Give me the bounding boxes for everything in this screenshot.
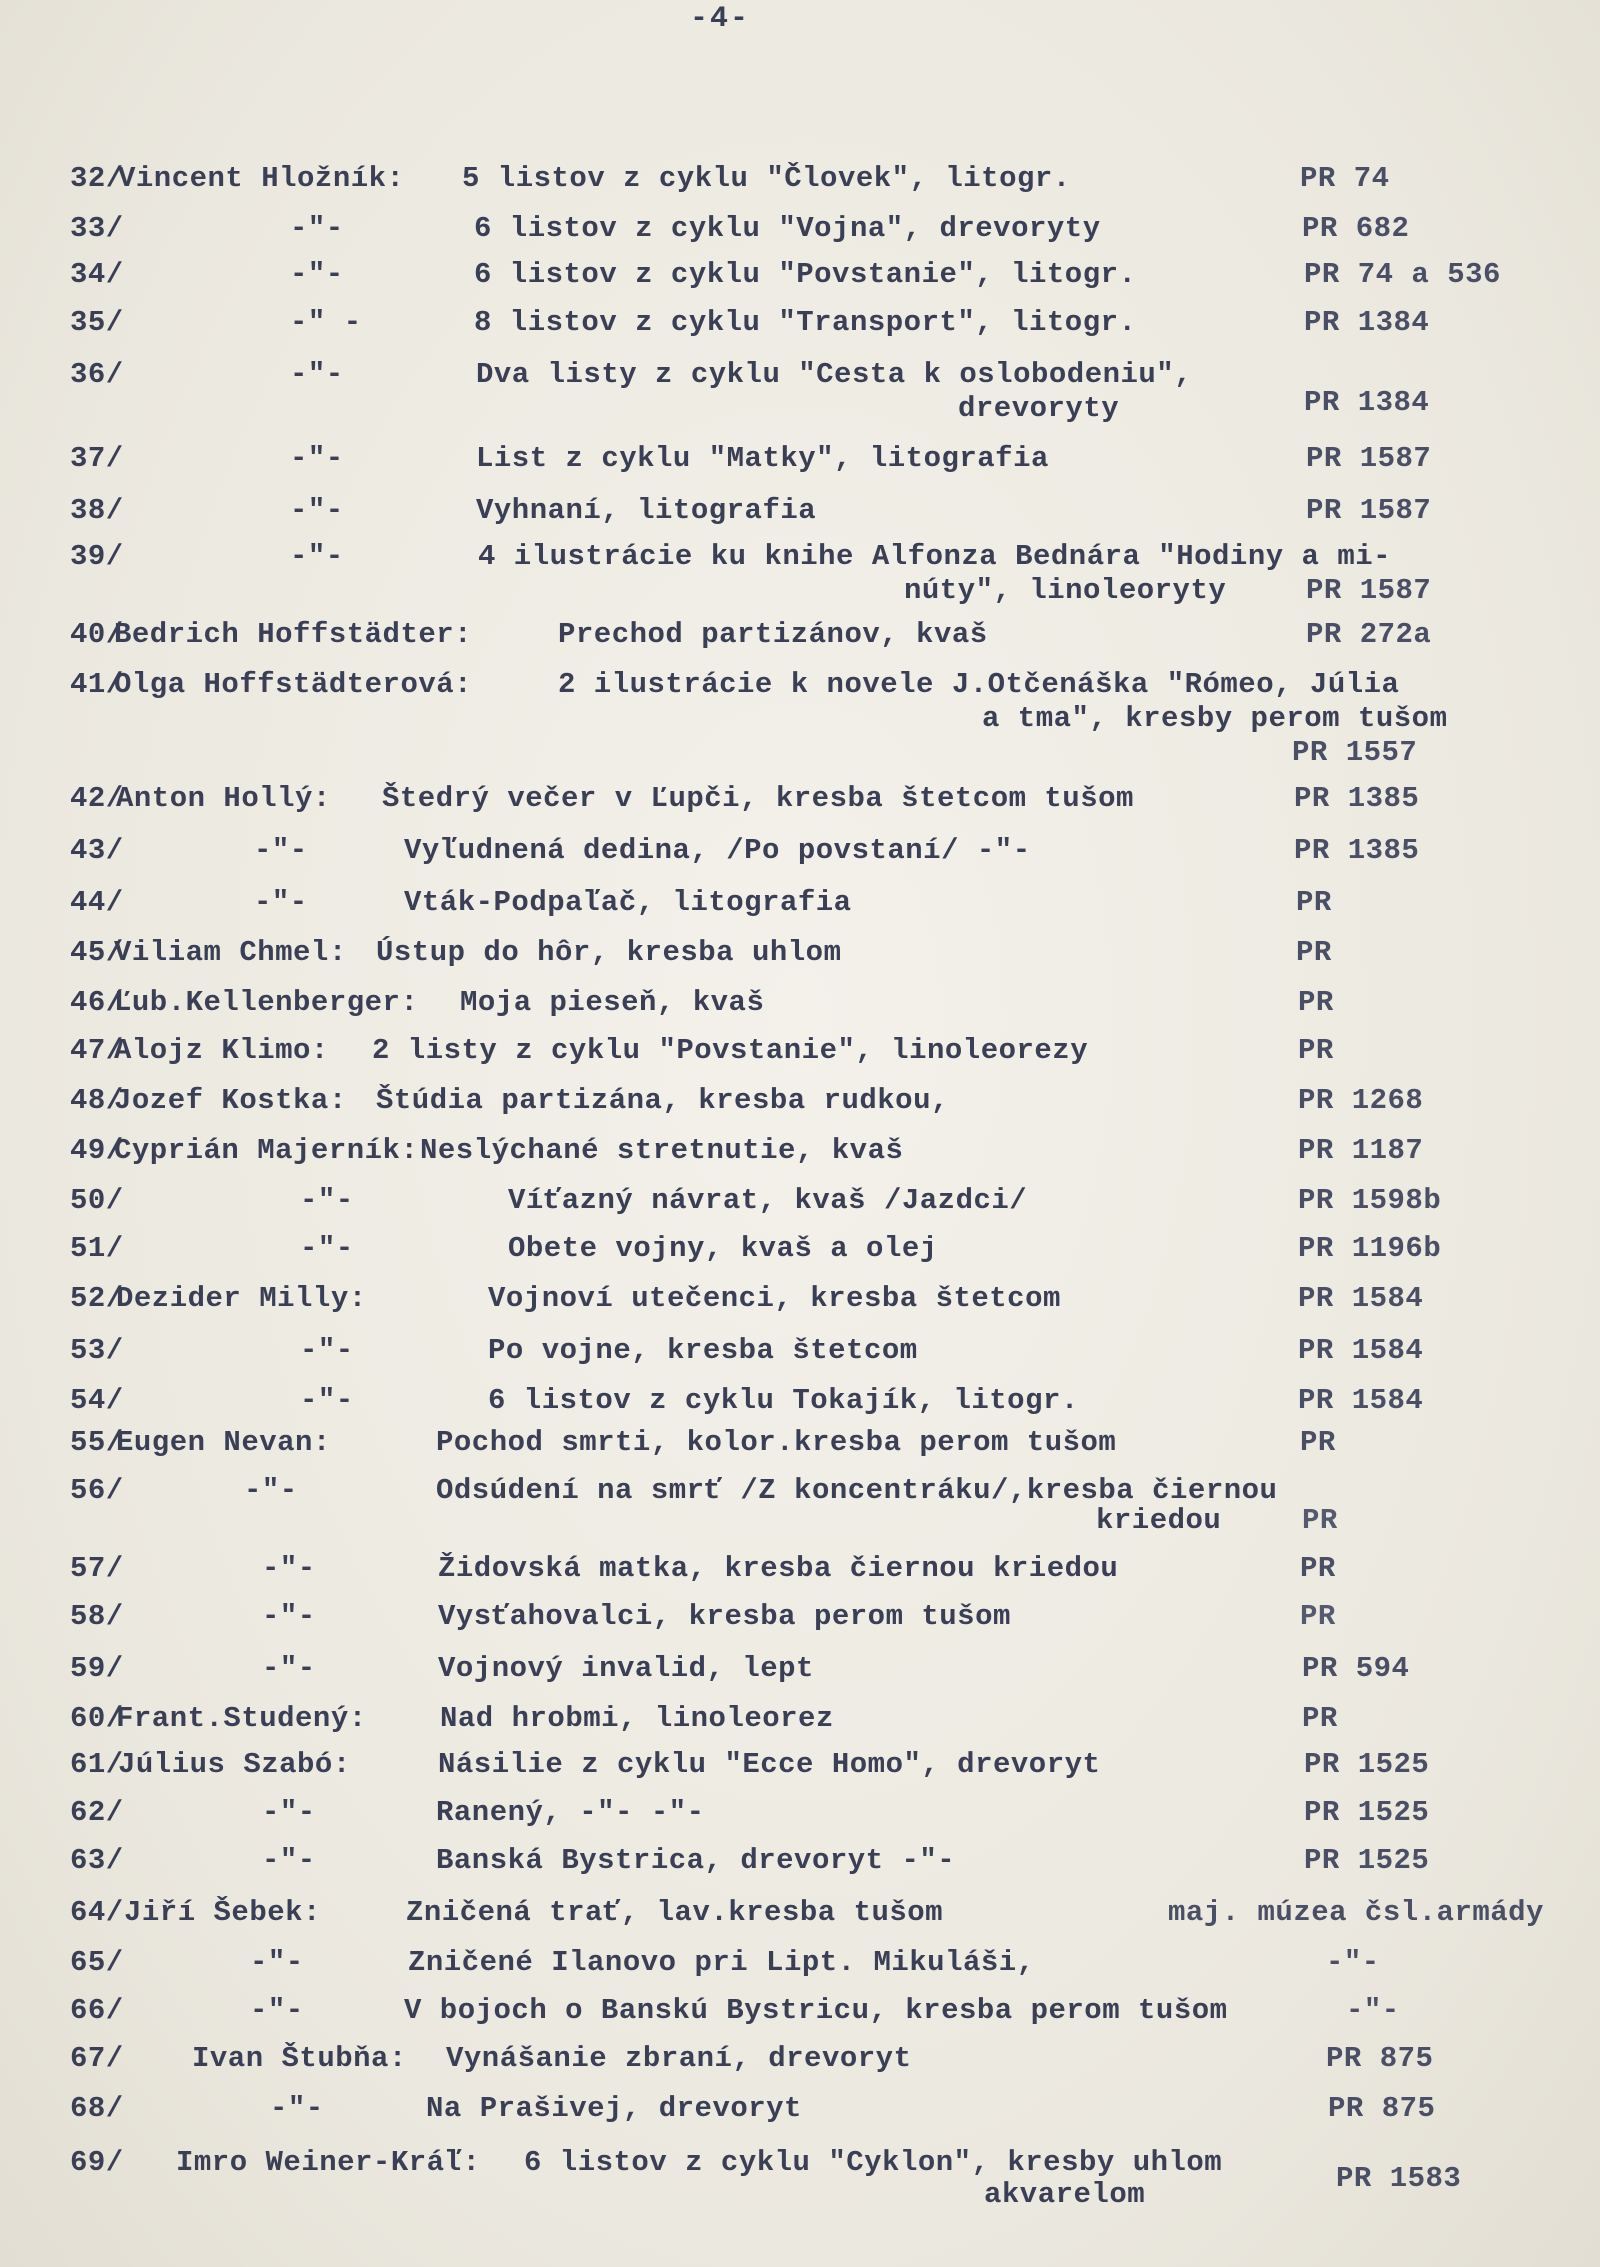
entry-reference: PR 1384 bbox=[1304, 386, 1430, 419]
entry-reference: PR 1584 bbox=[1298, 1282, 1424, 1315]
list-item bbox=[0, 936, 1600, 969]
list-item bbox=[0, 782, 1600, 815]
list-item bbox=[0, 1600, 1600, 1633]
list-item bbox=[0, 668, 1600, 769]
entry-number: 64/ bbox=[70, 1896, 124, 1929]
list-item bbox=[0, 2146, 1600, 2211]
entry-number: 48/ bbox=[70, 1084, 124, 1117]
entry-number: 39/ bbox=[70, 540, 124, 573]
entry-number: 47/ bbox=[70, 1034, 124, 1067]
entry-number: 38/ bbox=[70, 494, 124, 527]
entry-reference: PR 875 bbox=[1328, 2092, 1436, 2125]
entry-number: 63/ bbox=[70, 1844, 124, 1877]
list-item bbox=[0, 834, 1600, 867]
entry-work: List z cyklu "Matky", litografia bbox=[476, 442, 1049, 475]
entry-work: Zničená trať, lav.kresba tušom bbox=[406, 1896, 944, 1929]
entry-number: 51/ bbox=[70, 1232, 124, 1265]
list-item bbox=[0, 1034, 1600, 1067]
entry-artist-ditto: -"- bbox=[262, 1652, 316, 1685]
entry-reference: PR 1268 bbox=[1298, 1084, 1424, 1117]
entry-reference: PR bbox=[1298, 986, 1334, 1019]
entry-reference: PR 1587 bbox=[1306, 494, 1432, 527]
entry-artist: Viliam Chmel: bbox=[114, 936, 347, 969]
entry-work: Štúdia partizána, kresba rudkou, bbox=[376, 1084, 949, 1117]
entry-number: 44/ bbox=[70, 886, 124, 919]
entry-work: Víťazný návrat, kvaš /Jazdci/ bbox=[508, 1184, 1028, 1217]
entry-work: Vyhnaní, litografia bbox=[476, 494, 817, 527]
entry-artist-ditto: -"- bbox=[290, 358, 344, 391]
entry-work: V bojoch o Banskú Bystricu, kresba perom tušom bbox=[404, 1994, 1228, 2027]
entry-reference: PR bbox=[1300, 1600, 1336, 1633]
list-item bbox=[0, 1702, 1600, 1735]
entry-work: 6 listov z cyklu "Povstanie", litogr. bbox=[474, 258, 1137, 291]
entry-work: Zničené Ilanovo pri Lipt. Mikuláši, bbox=[408, 1946, 1035, 1979]
entry-artist: Anton Hollý: bbox=[116, 782, 331, 815]
entry-number: 45/ bbox=[70, 936, 124, 969]
entry-artist: Jiří Šebek: bbox=[124, 1896, 321, 1929]
entry-number: 68/ bbox=[70, 2092, 124, 2125]
entry-work: Vták-Podpaľač, litografia bbox=[404, 886, 852, 919]
entry-reference: PR 1385 bbox=[1294, 834, 1420, 867]
entry-artist: Dezider Milly: bbox=[116, 1282, 367, 1315]
entry-number: 55/ bbox=[70, 1426, 124, 1459]
list-item bbox=[0, 1652, 1600, 1685]
entry-work: Na Prašivej, drevoryt bbox=[426, 2092, 802, 2125]
entry-reference: PR 1187 bbox=[1298, 1134, 1424, 1167]
entry-artist-ditto: -"- bbox=[262, 1844, 316, 1877]
entry-reference: PR 594 bbox=[1302, 1652, 1410, 1685]
entry-reference: PR bbox=[1302, 1702, 1338, 1735]
list-item bbox=[0, 1426, 1600, 1459]
entry-artist-ditto: -"- bbox=[254, 834, 308, 867]
entry-number: 57/ bbox=[70, 1552, 124, 1585]
entry-artist-ditto: -"- bbox=[262, 1796, 316, 1829]
list-item bbox=[0, 1232, 1600, 1265]
entry-work: 5 listov z cyklu "Človek", litogr. bbox=[462, 162, 1071, 195]
entry-work: Vojnový invalid, lept bbox=[438, 1652, 814, 1685]
entry-work: Vysťahovalci, kresba perom tušom bbox=[438, 1600, 1011, 1633]
list-item bbox=[0, 1994, 1600, 2027]
entry-work: 6 listov z cyklu Tokajík, litogr. bbox=[488, 1384, 1079, 1417]
entry-work: Nad hrobmi, linoleorez bbox=[440, 1702, 834, 1735]
entry-artist-ditto: -"- bbox=[300, 1184, 354, 1217]
entry-reference: PR 1196b bbox=[1298, 1232, 1442, 1265]
list-item bbox=[0, 1384, 1600, 1417]
entry-work-continued: a tma", kresby perom tušom bbox=[982, 702, 1448, 735]
entry-work: 8 listov z cyklu "Transport", litogr. bbox=[474, 306, 1137, 339]
entry-artist-ditto: -"- bbox=[290, 494, 344, 527]
entry-reference: PR bbox=[1296, 886, 1332, 919]
list-item bbox=[0, 212, 1600, 245]
entry-reference: PR bbox=[1298, 1034, 1334, 1067]
entry-number: 35/ bbox=[70, 306, 124, 339]
entry-work: Pochod smrti, kolor.kresba perom tušom bbox=[436, 1426, 1117, 1459]
entry-artist: Cyprián Majerník: bbox=[114, 1134, 419, 1167]
list-item bbox=[0, 1796, 1600, 1829]
entry-work: Banská Bystrica, drevoryt -"- bbox=[436, 1844, 956, 1877]
list-item bbox=[0, 2042, 1600, 2075]
entry-artist-ditto: -"- bbox=[300, 1334, 354, 1367]
list-item bbox=[0, 618, 1600, 651]
entry-reference: PR 1587 bbox=[1306, 442, 1432, 475]
entry-number: 56/ bbox=[70, 1474, 124, 1507]
entry-number: 40/ bbox=[70, 618, 124, 651]
entry-reference: PR 875 bbox=[1326, 2042, 1434, 2075]
list-item bbox=[0, 540, 1600, 607]
entry-reference: -"- bbox=[1346, 1994, 1400, 2027]
entry-reference: PR 1584 bbox=[1298, 1384, 1424, 1417]
entry-artist: Bedrich Hoffstädter: bbox=[114, 618, 473, 651]
entry-work-continued: kriedou bbox=[1096, 1504, 1222, 1537]
entry-number: 66/ bbox=[70, 1994, 124, 2027]
entry-work: 2 listy z cyklu "Povstanie", linoleorezy bbox=[372, 1034, 1089, 1067]
entry-artist-ditto: -"- bbox=[290, 212, 344, 245]
entry-work: Vynášanie zbraní, drevoryt bbox=[446, 2042, 912, 2075]
entry-reference: PR bbox=[1300, 1426, 1336, 1459]
entry-artist-ditto: -"- bbox=[300, 1384, 354, 1417]
list-item bbox=[0, 886, 1600, 919]
entry-reference: PR 1525 bbox=[1304, 1796, 1430, 1829]
entry-artist: Jozef Kostka: bbox=[114, 1084, 347, 1117]
entry-number: 41/ bbox=[70, 668, 124, 701]
entry-reference: PR 74 bbox=[1300, 162, 1390, 195]
entry-reference: maj. múzea čsl.armády bbox=[1168, 1896, 1544, 1929]
entry-artist: Alojz Klimo: bbox=[114, 1034, 329, 1067]
entry-number: 60/ bbox=[70, 1702, 124, 1735]
list-item bbox=[0, 1184, 1600, 1217]
entry-number: 61/ bbox=[70, 1748, 124, 1781]
entry-work: 2 ilustrácie k novele J.Otčenáška "Rómeo, Júlia bbox=[558, 668, 1400, 701]
entry-work: Vyľudnená dedina, /Po povstaní/ -"- bbox=[404, 834, 1031, 867]
entry-reference: PR 1525 bbox=[1304, 1748, 1430, 1781]
entry-reference: PR 1587 bbox=[1306, 574, 1432, 607]
entry-artist-ditto: -"- bbox=[270, 2092, 324, 2125]
entry-number: 49/ bbox=[70, 1134, 124, 1167]
entry-number: 46/ bbox=[70, 986, 124, 1019]
entry-reference: PR 682 bbox=[1302, 212, 1410, 245]
entry-work-continued: núty", linoleoryty bbox=[904, 574, 1227, 607]
entry-work-continued: akvarelom bbox=[984, 2178, 1146, 2211]
list-item bbox=[0, 442, 1600, 475]
entry-work: Prechod partizánov, kvaš bbox=[558, 618, 988, 651]
entry-work: 6 listov z cyklu "Vojna", drevoryty bbox=[474, 212, 1101, 245]
entry-artist: Frant.Studený: bbox=[116, 1702, 367, 1735]
entry-work: Odsúdení na smrť /Z koncentráku/,kresba čiernou bbox=[436, 1474, 1278, 1507]
entry-reference: PR 74 a 536 bbox=[1304, 258, 1501, 291]
list-item bbox=[0, 1896, 1600, 1929]
entry-artist: Olga Hoffstädterová: bbox=[114, 668, 473, 701]
list-item bbox=[0, 494, 1600, 527]
page-number: -4- bbox=[689, 2, 750, 36]
entry-number: 53/ bbox=[70, 1334, 124, 1367]
entry-reference: PR bbox=[1300, 1552, 1336, 1585]
entry-number: 50/ bbox=[70, 1184, 124, 1217]
entry-artist-ditto: -"- bbox=[254, 886, 308, 919]
list-item bbox=[0, 2092, 1600, 2125]
list-item bbox=[0, 1844, 1600, 1877]
entry-artist: Ivan Štubňa: bbox=[192, 2042, 407, 2075]
entry-artist-ditto: -"- bbox=[290, 540, 344, 573]
entry-reference: PR 1598b bbox=[1298, 1184, 1442, 1217]
entry-work: Násilie z cyklu "Ecce Homo", drevoryt bbox=[438, 1748, 1101, 1781]
list-item bbox=[0, 1084, 1600, 1117]
entry-artist-ditto: -"- bbox=[250, 1946, 304, 1979]
entry-artist: Július Szabó: bbox=[118, 1748, 351, 1781]
list-item bbox=[0, 162, 1600, 195]
entry-number: 42/ bbox=[70, 782, 124, 815]
entry-work-continued: drevoryty bbox=[958, 392, 1120, 425]
list-item bbox=[0, 1748, 1600, 1781]
entry-work: Neslýchané stretnutie, kvaš bbox=[420, 1134, 904, 1167]
entry-number: 34/ bbox=[70, 258, 124, 291]
entry-number: 52/ bbox=[70, 1282, 124, 1315]
list-item bbox=[0, 1946, 1600, 1979]
entry-number: 43/ bbox=[70, 834, 124, 867]
entry-artist-ditto: -"- bbox=[300, 1232, 354, 1265]
entry-artist-ditto: -"- bbox=[250, 1994, 304, 2027]
entry-reference: PR 1385 bbox=[1294, 782, 1420, 815]
entry-number: 36/ bbox=[70, 358, 124, 391]
entry-work: 4 ilustrácie ku knihe Alfonza Bednára "Hodiny a mi- bbox=[478, 540, 1392, 573]
entry-reference: PR 1384 bbox=[1304, 306, 1430, 339]
entry-work: Moja pieseň, kvaš bbox=[460, 986, 765, 1019]
entry-number: 62/ bbox=[70, 1796, 124, 1829]
entry-reference: PR bbox=[1296, 936, 1332, 969]
list-item bbox=[0, 358, 1600, 425]
list-item bbox=[0, 1134, 1600, 1167]
entry-number: 32/ bbox=[70, 162, 124, 195]
entry-number: 54/ bbox=[70, 1384, 124, 1417]
entry-reference: PR 1557 bbox=[1292, 736, 1418, 769]
entry-number: 69/ bbox=[70, 2146, 124, 2179]
entry-artist-ditto: -" - bbox=[290, 306, 362, 339]
list-item bbox=[0, 1334, 1600, 1367]
entry-number: 37/ bbox=[70, 442, 124, 475]
list-item bbox=[0, 1282, 1600, 1315]
entry-work: Dva listy z cyklu "Cesta k oslobodeniu", bbox=[476, 358, 1193, 391]
entry-artist: Imro Weiner-Kráľ: bbox=[176, 2146, 481, 2179]
entry-artist-ditto: -"- bbox=[262, 1600, 316, 1633]
entry-artist-ditto: -"- bbox=[244, 1474, 298, 1507]
entry-number: 65/ bbox=[70, 1946, 124, 1979]
entry-reference: -"- bbox=[1326, 1946, 1380, 1979]
entry-number: 58/ bbox=[70, 1600, 124, 1633]
entry-work: Ústup do hôr, kresba uhlom bbox=[376, 936, 842, 969]
entry-work: Vojnoví utečenci, kresba štetcom bbox=[488, 1282, 1061, 1315]
entry-artist-ditto: -"- bbox=[262, 1552, 316, 1585]
entry-number: 59/ bbox=[70, 1652, 124, 1685]
entry-artist-ditto: -"- bbox=[290, 258, 344, 291]
entry-reference: PR bbox=[1302, 1504, 1338, 1537]
entry-artist: Ľub.Kellenberger: bbox=[114, 986, 419, 1019]
entry-work: Po vojne, kresba štetcom bbox=[488, 1334, 918, 1367]
list-item bbox=[0, 306, 1600, 339]
entry-reference: PR 1525 bbox=[1304, 1844, 1430, 1877]
list-item bbox=[0, 986, 1600, 1019]
entry-work: Židovská matka, kresba čiernou kriedou bbox=[438, 1552, 1119, 1585]
entry-artist: Vincent Hložník: bbox=[118, 162, 405, 195]
list-item bbox=[0, 1474, 1600, 1537]
entry-work: Ranený, -"- -"- bbox=[436, 1796, 705, 1829]
list-item bbox=[0, 258, 1600, 291]
entry-artist: Eugen Nevan: bbox=[116, 1426, 331, 1459]
entry-work: Obete vojny, kvaš a olej bbox=[508, 1232, 938, 1265]
entry-number: 67/ bbox=[70, 2042, 124, 2075]
entry-reference: PR 1584 bbox=[1298, 1334, 1424, 1367]
list-item bbox=[0, 1552, 1600, 1585]
entry-work: 6 listov z cyklu "Cyklon", kresby uhlom bbox=[524, 2146, 1223, 2179]
entry-work: Štedrý večer v Ľupči, kresba štetcom tušom bbox=[382, 782, 1134, 815]
entry-reference: PR 1583 bbox=[1336, 2162, 1462, 2195]
entry-reference: PR 272a bbox=[1306, 618, 1432, 651]
entry-artist-ditto: -"- bbox=[290, 442, 344, 475]
entry-number: 33/ bbox=[70, 212, 124, 245]
